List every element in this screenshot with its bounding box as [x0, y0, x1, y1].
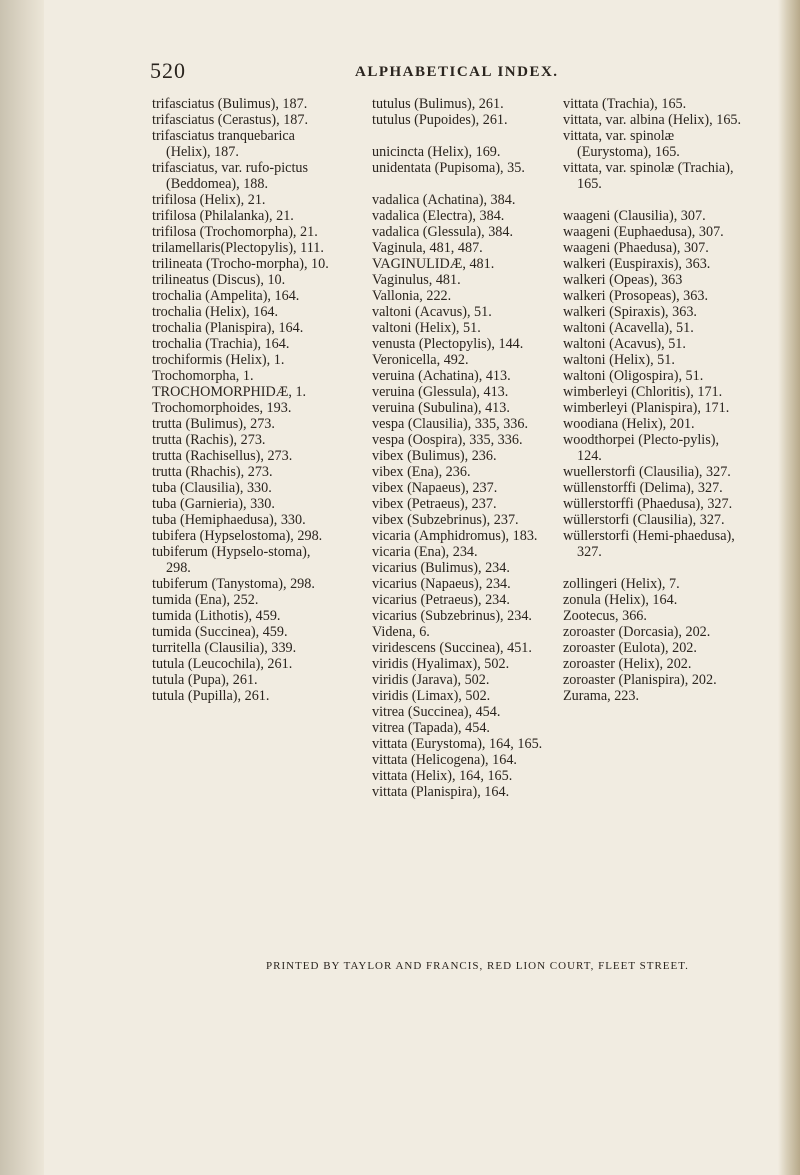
index-entry: tumida (Ena), 252. [152, 592, 259, 608]
index-entry: tuba (Clausilia), 330. [152, 480, 272, 496]
index-entry: viridescens (Succinea), 451. [372, 640, 532, 656]
index-entry: vicarius (Petraeus), 234. [372, 592, 510, 608]
index-entry: wuellerstorfi (Clausilia), 327. [563, 464, 731, 480]
index-entry: veruina (Achatina), 413. [372, 368, 511, 384]
index-entry: trutta (Rachis), 273. [152, 432, 266, 448]
index-entry: trilineata (Trocho-morpha), 10. [152, 256, 329, 272]
index-entry: tutulus (Pupoides), 261. [372, 112, 508, 128]
index-entry: tumida (Lithotis), 459. [152, 608, 281, 624]
index-entry: waageni (Phaedusa), 307. [563, 240, 709, 256]
index-entry: Trochomorpha, 1. [152, 368, 254, 384]
index-entry: vespa (Oospira), 335, 336. [372, 432, 523, 448]
index-entry: tuba (Garnieria), 330. [152, 496, 275, 512]
index-entry: Vaginula, 481, 487. [372, 240, 483, 256]
index-entry: trutta (Rachisellus), 273. [152, 448, 293, 464]
index-entry: trifasciatus tranquebarica (Helix), 187. [152, 128, 295, 160]
index-entry: vibex (Bulimus), 236. [372, 448, 497, 464]
index-entry: Vallonia, 222. [372, 288, 452, 304]
index-entry: vadalica (Glessula), 384. [372, 224, 514, 240]
index-entry: trochiformis (Helix), 1. [152, 352, 285, 368]
index-entry: trifasciatus (Cerastus), 187. [152, 112, 309, 128]
index-entry: zoroaster (Helix), 202. [563, 656, 692, 672]
index-entry: waltoni (Helix), 51. [563, 352, 675, 368]
index-entry: vespa (Clausilia), 335, 336. [372, 416, 529, 432]
index-entry: zollingeri (Helix), 7. [563, 576, 680, 592]
index-entry: vittata (Helix), 164, 165. [372, 768, 513, 784]
index-entry: valtoni (Helix), 51. [372, 320, 481, 336]
index-entry: vicarius (Subzebrinus), 234. [372, 608, 532, 624]
index-entry: tumida (Succinea), 459. [152, 624, 288, 640]
index-entry: viridis (Hyalimax), 502. [372, 656, 510, 672]
book-spine-edge [778, 0, 800, 1175]
index-entry: wimberleyi (Chloritis), 171. [563, 384, 723, 400]
index-entry: wüllerstorfi (Clausilia), 327. [563, 512, 725, 528]
index-column-3 [563, 96, 745, 704]
index-entry: woodthorpei (Plecto-pylis), 124. [563, 432, 720, 464]
index-entry: zoroaster (Eulota), 202. [563, 640, 697, 656]
index-entry: vicarius (Bulimus), 234. [372, 560, 510, 576]
index-entry: vicarius (Napaeus), 234. [372, 576, 511, 592]
index-entry: unicincta (Helix), 169. [372, 144, 501, 160]
index-entry: Zootecus, 366. [563, 608, 647, 624]
index-entry: trochalia (Trachia), 164. [152, 336, 290, 352]
index-entry: wüllerstorfi (Hemi-phaedusa), 327. [563, 528, 735, 560]
index-entry: vittata (Trachia), 165. [563, 96, 687, 112]
index-entry: tubifera (Hypselostoma), 298. [152, 528, 323, 544]
index-column-1 [152, 96, 334, 704]
index-entry: waageni (Clausilia), 307. [563, 208, 706, 224]
index-entry: zonula (Helix), 164. [563, 592, 678, 608]
index-entry: vibex (Petraeus), 237. [372, 496, 497, 512]
index-entry: veruina (Glessula), 413. [372, 384, 509, 400]
index-entry: wüllenstorffi (Delima), 327. [563, 480, 723, 496]
index-entry: vittata (Helicogena), 164. [372, 752, 517, 768]
index-entry: vicaria (Amphidromus), 183. [372, 528, 538, 544]
index-entry: VAGINULIDÆ, 481. [372, 256, 495, 272]
index-entry: vitrea (Succinea), 454. [372, 704, 501, 720]
index-entry: venusta (Plectopylis), 144. [372, 336, 524, 352]
index-entry: trifilosa (Philalanka), 21. [152, 208, 294, 224]
index-entry: Zurama, 223. [563, 688, 640, 704]
index-entry: waageni (Euphaedusa), 307. [563, 224, 724, 240]
index-entry: trifilosa (Helix), 21. [152, 192, 266, 208]
index-entry: wimberleyi (Planispira), 171. [563, 400, 730, 416]
index-entry: waltoni (Acavus), 51. [563, 336, 686, 352]
index-entry: tutulus (Bulimus), 261. [372, 96, 504, 112]
page-number: 520 [150, 58, 186, 83]
index-entry: veruina (Subulina), 413. [372, 400, 510, 416]
index-entry: walkeri (Euspiraxis), 363. [563, 256, 711, 272]
index-entry: vadalica (Achatina), 384. [372, 192, 516, 208]
index-entry: vittata (Planispira), 164. [372, 784, 510, 800]
index-entry: vadalica (Electra), 384. [372, 208, 505, 224]
index-entry: vittata (Eurystoma), 164, 165. [372, 736, 543, 752]
index-entry: unidentata (Pupisoma), 35. [372, 160, 525, 176]
index-entry: trilamellaris(Plectopylis), 111. [152, 240, 324, 256]
index-entry: vibex (Subzebrinus), 237. [372, 512, 519, 528]
index-entry: walkeri (Spiraxis), 363. [563, 304, 697, 320]
index-entry: viridis (Jarava), 502. [372, 672, 490, 688]
index-entry: trutta (Rhachis), 273. [152, 464, 273, 480]
page-left-edge [0, 0, 44, 1175]
index-entry: vibex (Ena), 236. [372, 464, 471, 480]
index-entry: walkeri (Prosopeas), 363. [563, 288, 708, 304]
index-entry: vittata, var. spinolæ (Eurystoma), 165. [563, 128, 680, 160]
index-entry: woodiana (Helix), 201. [563, 416, 695, 432]
index-entry: trochalia (Ampelita), 164. [152, 288, 300, 304]
index-entry: valtoni (Acavus), 51. [372, 304, 492, 320]
index-column-2 [372, 96, 554, 800]
index-entry: vicaria (Ena), 234. [372, 544, 478, 560]
printer-imprint: PRINTED BY TAYLOR AND FRANCIS, RED LION COURT, FLEET STREET. [266, 960, 689, 972]
index-entry: tutula (Pupa), 261. [152, 672, 258, 688]
index-entry: waltoni (Oligospira), 51. [563, 368, 704, 384]
index-entry: tubiferum (Hypselo-stoma), 298. [152, 544, 311, 576]
index-entry: vibex (Napaeus), 237. [372, 480, 498, 496]
index-entry: vitrea (Tapada), 454. [372, 720, 490, 736]
index-entry: tuba (Hemiphaedusa), 330. [152, 512, 306, 528]
index-entry: trifasciatus, var. rufo-pictus (Beddomea), 188. [152, 160, 309, 192]
index-entry: Trochomorphoides, 193. [152, 400, 292, 416]
index-entry: Videna, 6. [372, 624, 430, 640]
index-entry: trochalia (Planispira), 164. [152, 320, 304, 336]
index-entry: tutula (Leucochila), 261. [152, 656, 293, 672]
index-entry: walkeri (Opeas), 363 [563, 272, 683, 288]
index-entry: tubiferum (Tanystoma), 298. [152, 576, 315, 592]
index-entry: trifasciatus (Bulimus), 187. [152, 96, 308, 112]
index-entry: Vaginulus, 481. [372, 272, 461, 288]
index-entry: zoroaster (Dorcasia), 202. [563, 624, 711, 640]
running-head: ALPHABETICAL INDEX. [355, 64, 559, 80]
index-entry: trilineatus (Discus), 10. [152, 272, 286, 288]
index-entry: trochalia (Helix), 164. [152, 304, 279, 320]
index-entry: waltoni (Acavella), 51. [563, 320, 694, 336]
index-entry: Veronicella, 492. [372, 352, 469, 368]
index-entry: viridis (Limax), 502. [372, 688, 491, 704]
index-entry: TROCHOMORPHIDÆ, 1. [152, 384, 307, 400]
index-entry: turritella (Clausilia), 339. [152, 640, 297, 656]
index-entry: zoroaster (Planispira), 202. [563, 672, 717, 688]
index-entry: tutula (Pupilla), 261. [152, 688, 270, 704]
index-entry: trutta (Bulimus), 273. [152, 416, 275, 432]
index-entry: trifilosa (Trochomorpha), 21. [152, 224, 318, 240]
index-entry: vittata, var. spinolæ (Trachia), 165. [563, 160, 734, 192]
index-entry: vittata, var. albina (Helix), 165. [563, 112, 742, 128]
index-entry: wüllerstorffi (Phaedusa), 327. [563, 496, 733, 512]
